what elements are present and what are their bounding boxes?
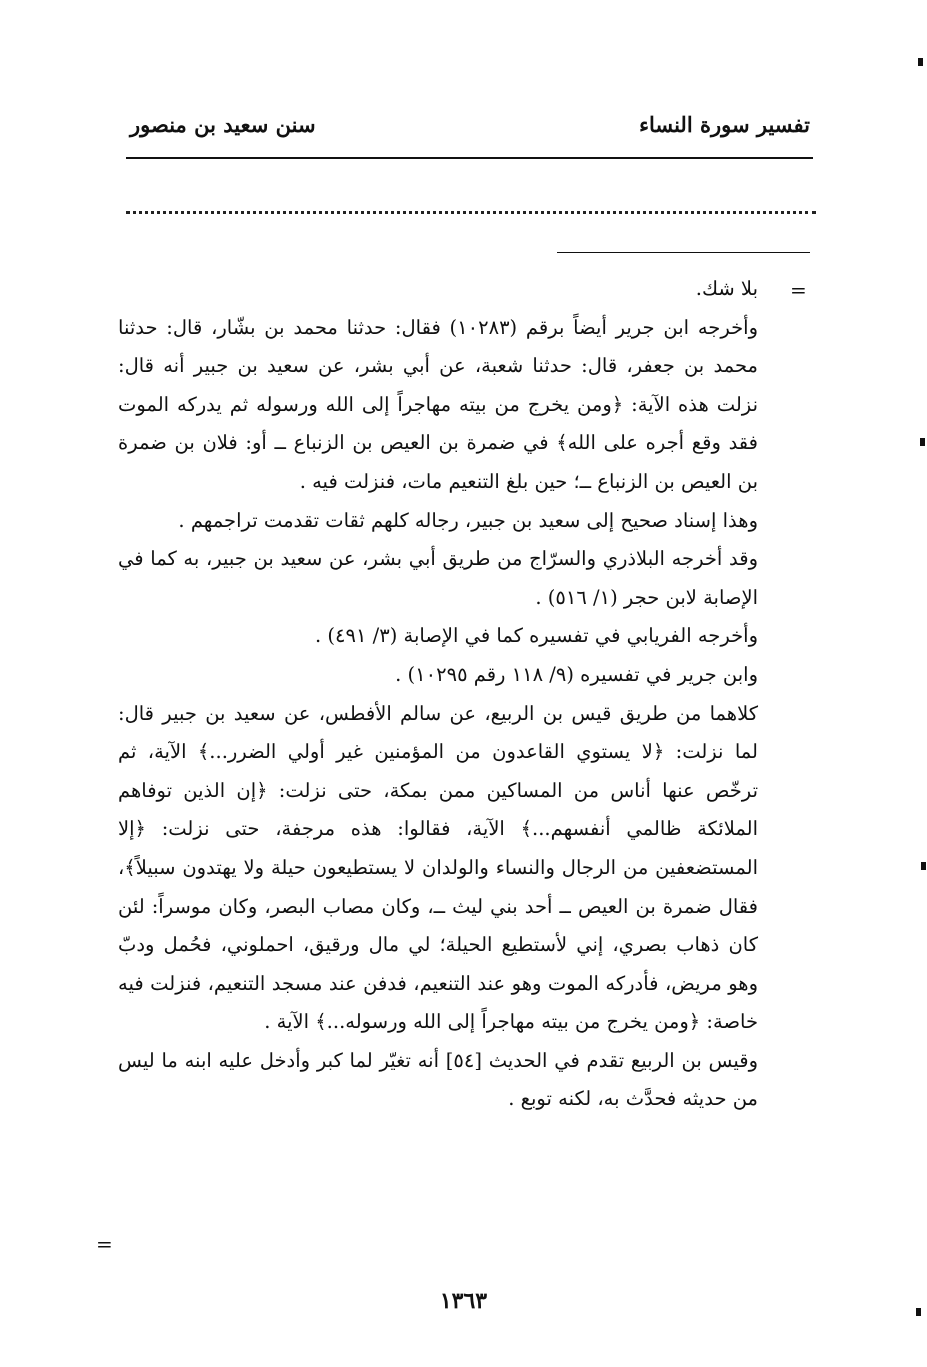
continuation-marker-top: = <box>790 278 807 302</box>
paragraph: وأخرجه ابن جرير أيضاً برقم (١٠٢٨٣) فقال: حدثنا محمد بن بشّار، قال: حدثنا محمد بن جعفر، قال: حدثنا شعبة، عن أبي بشر، عن سعيد بن جبير أنه قال: نزلت هذه الآية: ﴿ومن يخرج من بيته مهاجراً إلى الله ورسوله ثم يدركه الموت فقد وقع أجره على الله﴾ في ضمرة بن العيص بن الزنباع ــ أو: فلان بن ضمرة بن العيص بن الزنباع ــ؛ حين بلغ التنعيم مات، فنزلت فيه . <box>118 315 758 493</box>
page-number: ١٣٦٣ <box>439 1288 488 1314</box>
paragraph: وابن جرير في تفسيره (٩/ ١١٨ رقم ١٠٢٩٥) . <box>395 662 758 686</box>
paragraph: وقيس بن الربيع تقدم في الحديث [٥٤] أنه تغيّر لما كبر وأدخل عليه ابنه ما ليس من حديثه فحدَّث به، لكنه توبع . <box>118 1048 759 1111</box>
paragraph: وهذا إسناد صحيح إلى سعيد بن جبير، رجاله كلهم ثقات تقدمت تراجمهم . <box>178 508 758 532</box>
continuation-marker-bottom: = <box>96 1232 113 1256</box>
paragraph: وأخرجه الفريابي في تفسيره كما في الإصابة (٣/ ٤٩١) . <box>314 624 758 648</box>
paragraph: بلا شك. <box>695 277 758 300</box>
header-divider <box>126 157 813 159</box>
scan-artifact <box>921 862 926 870</box>
scan-artifact <box>916 1308 921 1316</box>
scan-artifact <box>918 58 923 66</box>
book-title: سنن سعيد بن منصور <box>130 112 316 137</box>
paragraph: وقد أخرجه البلاذري والسرّاج من طريق أبي بشر، عن سعيد بن جبير، به كما في الإصابة لابن حجر (١/ ٥١٦) . <box>118 547 758 609</box>
dotted-separator <box>126 211 816 214</box>
chapter-title: تفسير سورة النساء <box>639 112 810 137</box>
scan-artifact <box>920 438 925 446</box>
paragraph: كلاهما من طريق قيس بن الربيع، عن سالم الأفطس، عن سعيد بن جبير قال: لما نزلت: ﴿لا يستوي القاعدون من المؤمنين غير أولي الضرر...﴾ الآية، ثم ترخّص عنها أناس من المساكين ممن بمكة، حتى نزلت: ﴿إن الذين توفاهم الملائكة ظالمي أنفسهم...﴾ الآية، فقالوا: هذه مرجفة، حتى نزلت: ﴿إلا المستضعفين من الرجال والنساء والولدان لا يستطيعون حيلة ولا يهتدون سبيلاً﴾، فقال ضمرة بن العيص ــ أحد بني ليث ــ، وكان مصاب البصر، وكان موسراً: لئن كان ذهاب بصري، إني لأستطيع الحيلة؛ لي مال ورقيق، احملوني، فحُمل ودبّ وهو مريض، فأدركه الموت وهو عند التنعيم، فدفن عند مسجد التنعيم، فنزلت فيه خاصة: ﴿ومن يخرج من بيته مهاجراً إلى الله ورسوله...﴾ الآية . <box>118 701 758 1034</box>
running-header <box>130 112 810 152</box>
footnote-body <box>118 270 758 1119</box>
footnote-rule <box>557 252 810 253</box>
